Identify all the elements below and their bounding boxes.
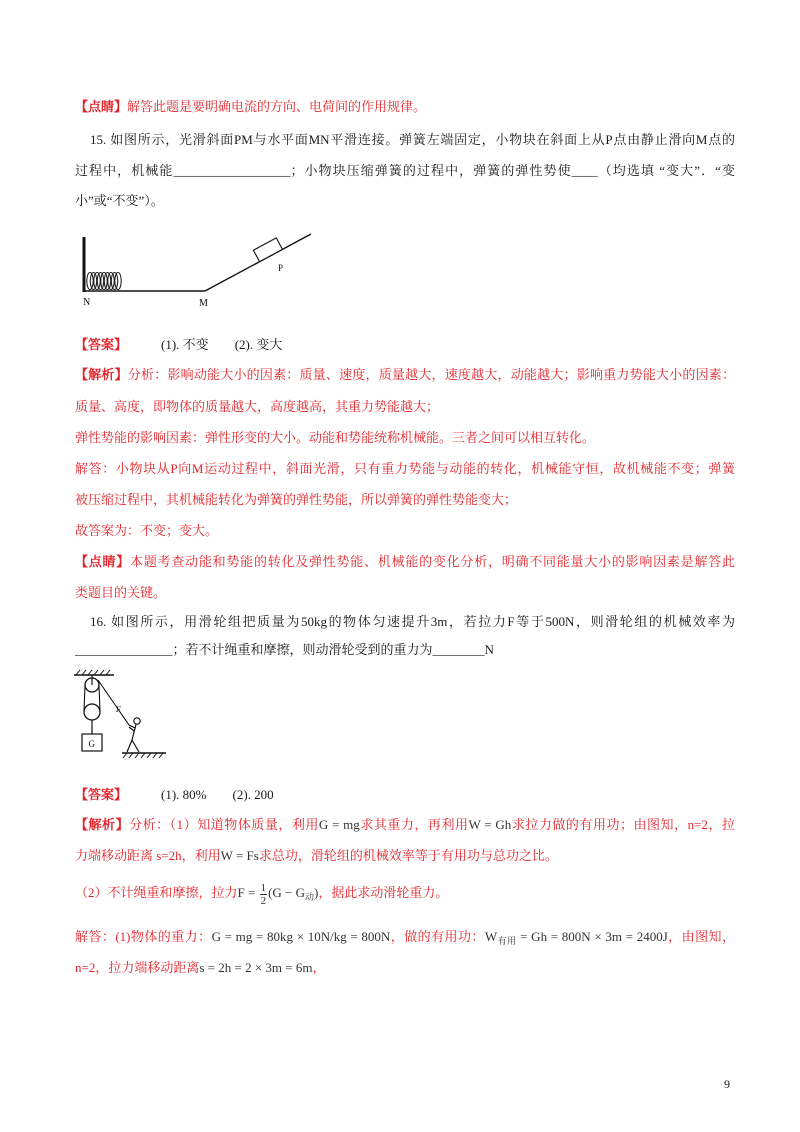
analysis-text: 求其重力，再利用 (359, 817, 469, 832)
q15-stem-line-1 (75, 129, 735, 151)
tip-text: 解答此题是要明确电流的方向、电荷间的作用规律。 (127, 99, 427, 114)
formula-useful-work: W = Gh (468, 817, 512, 832)
q15-analysis-line-3 (75, 427, 735, 449)
q15-stem-text: 如图所示，光滑斜面PM与水平面MN平滑连接。弹簧左端固定，小物块在斜面上从P点由静止滑向M点的 (110, 132, 735, 147)
q15-answer-line (75, 334, 735, 356)
formula-pull-force (237, 881, 319, 907)
q15-tip-line-2 (75, 582, 735, 604)
rope-pull (98, 680, 129, 725)
pulley-figure (72, 668, 168, 760)
q16-stem-text: 如图所示，用滑轮组把质量为50kg的物体匀速提升3m，若拉力F等于500N，则滑轮组的机械效率为 (111, 614, 735, 629)
prev-tip-line (75, 96, 735, 118)
formula-w: W (484, 929, 498, 944)
q15-analysis-line-2 (75, 396, 735, 418)
q15-stem-line-3 (75, 190, 735, 212)
q16-analysis-line-3 (75, 876, 735, 910)
person-figure (127, 718, 140, 752)
analysis-text: 分析：影响动能大小的因素：质量、速度，质量越大，速度越大，动能越大；影响重力势能大小的因素： (127, 367, 735, 382)
formula-paren: (G − G (268, 885, 306, 900)
q15-analysis-line-4 (75, 458, 735, 480)
label-g: G (88, 739, 95, 749)
answer-label: 【答案】 (75, 787, 128, 802)
q15-stem-text: （均选填 “变大”．“变 (597, 163, 735, 178)
analysis-text: 被压缩过程中，其机械能转化为弹簧的弹性势能，所以弹簧的弹性势能变大； (75, 492, 518, 507)
q16-analysis-line-2 (75, 845, 735, 867)
answer-part-1: (1). 80% (161, 787, 207, 802)
fraction-numerator: 1 (260, 881, 267, 894)
analysis-text: ，据此求动滑轮重力。 (318, 885, 449, 900)
answer-blank-2: ________ (432, 642, 485, 657)
analysis-text: 弹性势能的影响因素：弹性形变的大小。动能和势能统称机械能。三者之间可以相互转化。 (75, 430, 596, 445)
formula-weight-calc: G = mg = 80kg × 10N/kg = 800N (211, 929, 391, 944)
tip-text: 本题考查动能和势能的转化及弹性势能、机械能的变化分析，明确不同能量大小的影响因素是解答此 (130, 554, 735, 569)
label-p: P (278, 263, 284, 273)
formula-subscript: 有用 (497, 936, 517, 946)
q16-analysis-line-1 (75, 814, 735, 836)
q16-stem-line-1 (75, 611, 735, 633)
q16-answer-line (75, 784, 735, 806)
incline-surface-pm (205, 234, 311, 291)
q16-analysis-line-4 (75, 926, 735, 948)
analysis-text: 求总功，滑轮组的机械效率等于有用功与总功之比。 (258, 848, 558, 863)
answer-blank-1: __________________ (173, 163, 291, 178)
analysis-text: （2）不计绳重和摩擦，拉力 (75, 885, 238, 900)
movable-pulley (84, 704, 100, 720)
q16-stem-line-2 (75, 639, 735, 661)
pulley-diagram (72, 668, 168, 760)
analysis-label: 【解析】 (75, 367, 128, 382)
question-number: 15. (90, 132, 107, 147)
analysis-label: 【解析】 (75, 817, 130, 832)
tip-label: 【点睛】 (75, 99, 128, 114)
answer-part-2: (2). 200 (232, 787, 274, 802)
analysis-text: 分析：（1）知道物体质量，利用 (129, 817, 319, 832)
analysis-text: 故答案为：不变；变大。 (75, 523, 219, 538)
incline-spring-figure (78, 230, 318, 312)
q15-stem-line-2 (75, 160, 735, 182)
tip-label: 【点睛】 (75, 554, 131, 569)
formula-close: ) (314, 885, 319, 900)
analysis-text: ，由图知， (667, 929, 735, 944)
formula-useful-work-calc (485, 929, 668, 944)
formula-lhs: F = (237, 885, 259, 900)
q15-stem-text: 小”或“不变”）。 (75, 193, 164, 208)
analysis-text: n=2，拉力端移动距离 (75, 960, 200, 975)
formula-total-work: W = Fs (220, 848, 259, 863)
answer-blank-1: _______________ (75, 642, 173, 657)
q16-stem-text: N (484, 642, 494, 657)
q16-stem-text: ；若不计绳重和摩擦，则动滑轮受到的重力为 (172, 642, 433, 657)
fraction-denominator: 2 (260, 894, 267, 907)
incline-spring-diagram (78, 230, 318, 312)
q16-analysis-line-5 (75, 957, 735, 979)
analysis-text: 求拉力做的有用功；由图知，n=2，拉 (511, 817, 735, 832)
label-f: F (116, 705, 121, 714)
question-number: 16. (90, 614, 107, 629)
q15-stem-text: 过程中，机械能 (75, 163, 174, 178)
q15-stem-text: ；小物块压缩弹簧的过程中，弹簧的弹性势使 (290, 163, 572, 178)
analysis-text: 解答：小物块从P向M运动过程中，斜面光滑，只有重力势能与动能的转化，机械能守恒，故机械能不变；弹簧 (75, 461, 735, 476)
label-m: M (199, 298, 208, 309)
formula-distance: s = 2h = 2 × 3m = 6m (199, 960, 313, 975)
q15-analysis-line-6 (75, 520, 735, 542)
analysis-text: 质量、高度，即物体的质量越大，高度越高，其重力势能越大； (75, 399, 440, 414)
q15-analysis-line-1 (75, 364, 735, 386)
q15-analysis-line-5 (75, 489, 735, 511)
answer-part-1: (1). 不变 (161, 337, 209, 352)
spring (87, 273, 121, 290)
analysis-text: 解答：(1)物体的重力： (75, 929, 212, 944)
block (253, 238, 282, 262)
formula-subscript: 动 (305, 892, 315, 902)
fraction (260, 882, 268, 907)
formula-weight: G = mg (318, 817, 360, 832)
answer-blank-2: ____ (571, 163, 598, 178)
analysis-text: ，做的有用功： (390, 929, 485, 944)
analysis-text: 力端移动距离 s=2h，利用 (75, 848, 221, 863)
analysis-text: ， (312, 960, 326, 975)
tip-text: 类题目的关键。 (75, 585, 167, 600)
answer-part-2: (2). 变大 (234, 337, 283, 352)
answer-label: 【答案】 (75, 337, 128, 352)
q15-tip-line-1 (75, 551, 735, 573)
formula-rest: = Gh = 800N × 3m = 2400J (516, 929, 668, 944)
page-number: 9 (724, 1077, 730, 1091)
ceiling (74, 670, 114, 675)
ground (122, 753, 166, 758)
label-n: N (83, 297, 91, 308)
